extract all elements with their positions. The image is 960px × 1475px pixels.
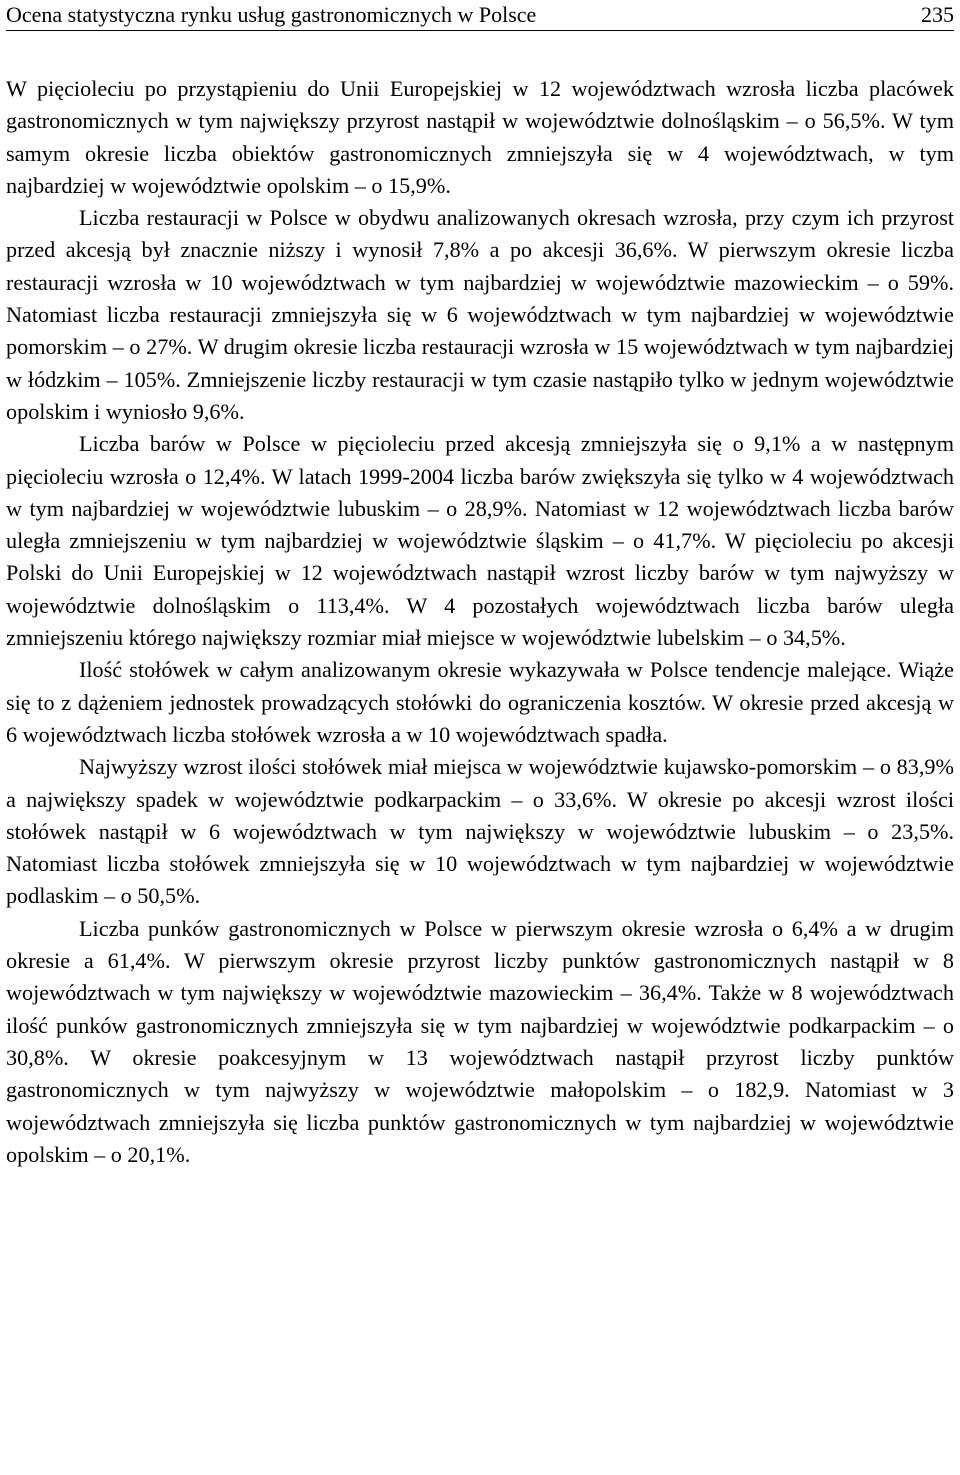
paragraph-bars: Liczba barów w Polsce w pięcioleciu przed akcesją zmniejszyła się o 9,1% a w następnym pięcioleciu wzrosła o 12,4%. W latach 1999-2004 liczba barów zwiększyła się tylko w 4 województwach w tym najbardziej w województwie lubuskim – o 28,9%. Natomiast w 12 województwach liczba barów uległa zmniejszeniu w tym najbardziej w województwie śląskim – o 41,7%. W pięcioleciu po akcesji Polski do Unii Europejskiej w 12 województwach nastąpił wzrost liczby barów w tym najwyższy w województwie dolnośląskim o 113,4%. W 4 pozostałych województwach liczba barów uległa zmniejszeniu którego największy rozmiar miał miejsce w województwie lubelskim – o 34,5%. [6, 431, 954, 651]
paragraph-bars-voivodeships-total: W pięcioleciu po przystąpieniu do Unii Europejskiej w 12 województwach wzrosła liczba placówek gastronomicznych w tym największy przyrost nastąpił w województwie dolnośląskim – o 56,5%. W tym samym okresie liczba obiektów gastronomicznych zmniejszyła się w 4 województwach, w tym najbardziej w województwie opolskim – o 15,9%. [6, 76, 954, 198]
page-number: 235 [921, 2, 954, 27]
running-header [6, 0, 954, 31]
page [6, 0, 954, 1171]
paragraph-canteens-trend: Ilość stołówek w całym analizowanym okresie wykazywała w Polsce tendencje malejące. Wiąże się to z dążeniem jednostek prowadzących stołówki do ograniczenia kosztów. W okresie przed akcesją w 6 województwach liczba stołówek wzrosła a w 10 województwach spadła. [6, 657, 954, 747]
paragraph-food-points: Liczba punków gastronomicznych w Polsce w pierwszym okresie wzrosła o 6,4% a w drugim okresie a 61,4%. W pierwszym okresie przyrost liczby punktów gastronomicznych nastąpił w 8 województwach w tym największy w województwie mazowieckim – 36,4%. Także w 8 województwach ilość punków gastronomicznych zmniejszyła się w tym najbardziej w województwie podkarpackim – o 30,8%. W okresie poakcesyjnym w 13 województwach nastąpił przyrost liczby punktów gastronomicznych w tym najwyższy w województwie małopolskim – o 182,9. Natomiast w 3 województwach zmniejszyła się liczba punktów gastronomicznych w tym najbardziej w województwie opolskim – o 20,1%. [6, 915, 954, 1167]
running-header-title: Ocena statystyczna rynku usług gastronomicznych w Polsce [6, 2, 537, 27]
body-text [6, 73, 954, 1171]
paragraph-restaurants: Liczba restauracji w Polsce w obydwu analizowanych okresach wzrosła, przy czym ich przyrost przed akcesją był znacznie niższy i wynosił 7,8% a po akcesji 36,6%. W pierwszym okresie liczba restauracji wzrosła w 10 województwach w tym najbardziej w województwie mazowieckim – o 59%. Natomiast liczba restauracji zmniejszyła się w 6 województwach w tym najbardziej w województwie pomorskim – o 27%. W drugim okresie liczba restauracji wzrosła w 15 województwach w tym najbardziej w łódzkim – 105%. Zmniejszenie liczby restauracji w tym czasie nastąpiło tylko w jednym województwie opolskim i wyniosło 9,6%. [6, 205, 954, 424]
paragraph-canteens-regions: Najwyższy wzrost ilości stołówek miał miejsca w województwie kujawsko-pomorskim – o 83,9% a największy spadek w województwie podkarpackim – o 33,6%. W okresie po akcesji wzrost ilości stołówek nastąpił w 6 województwach w tym największy w województwie lubuskim – o 23,5%. Natomiast liczba stołówek zmniejszyła się w 10 województwach w tym najbardziej w województwie podlaskim – o 50,5%. [6, 754, 954, 909]
